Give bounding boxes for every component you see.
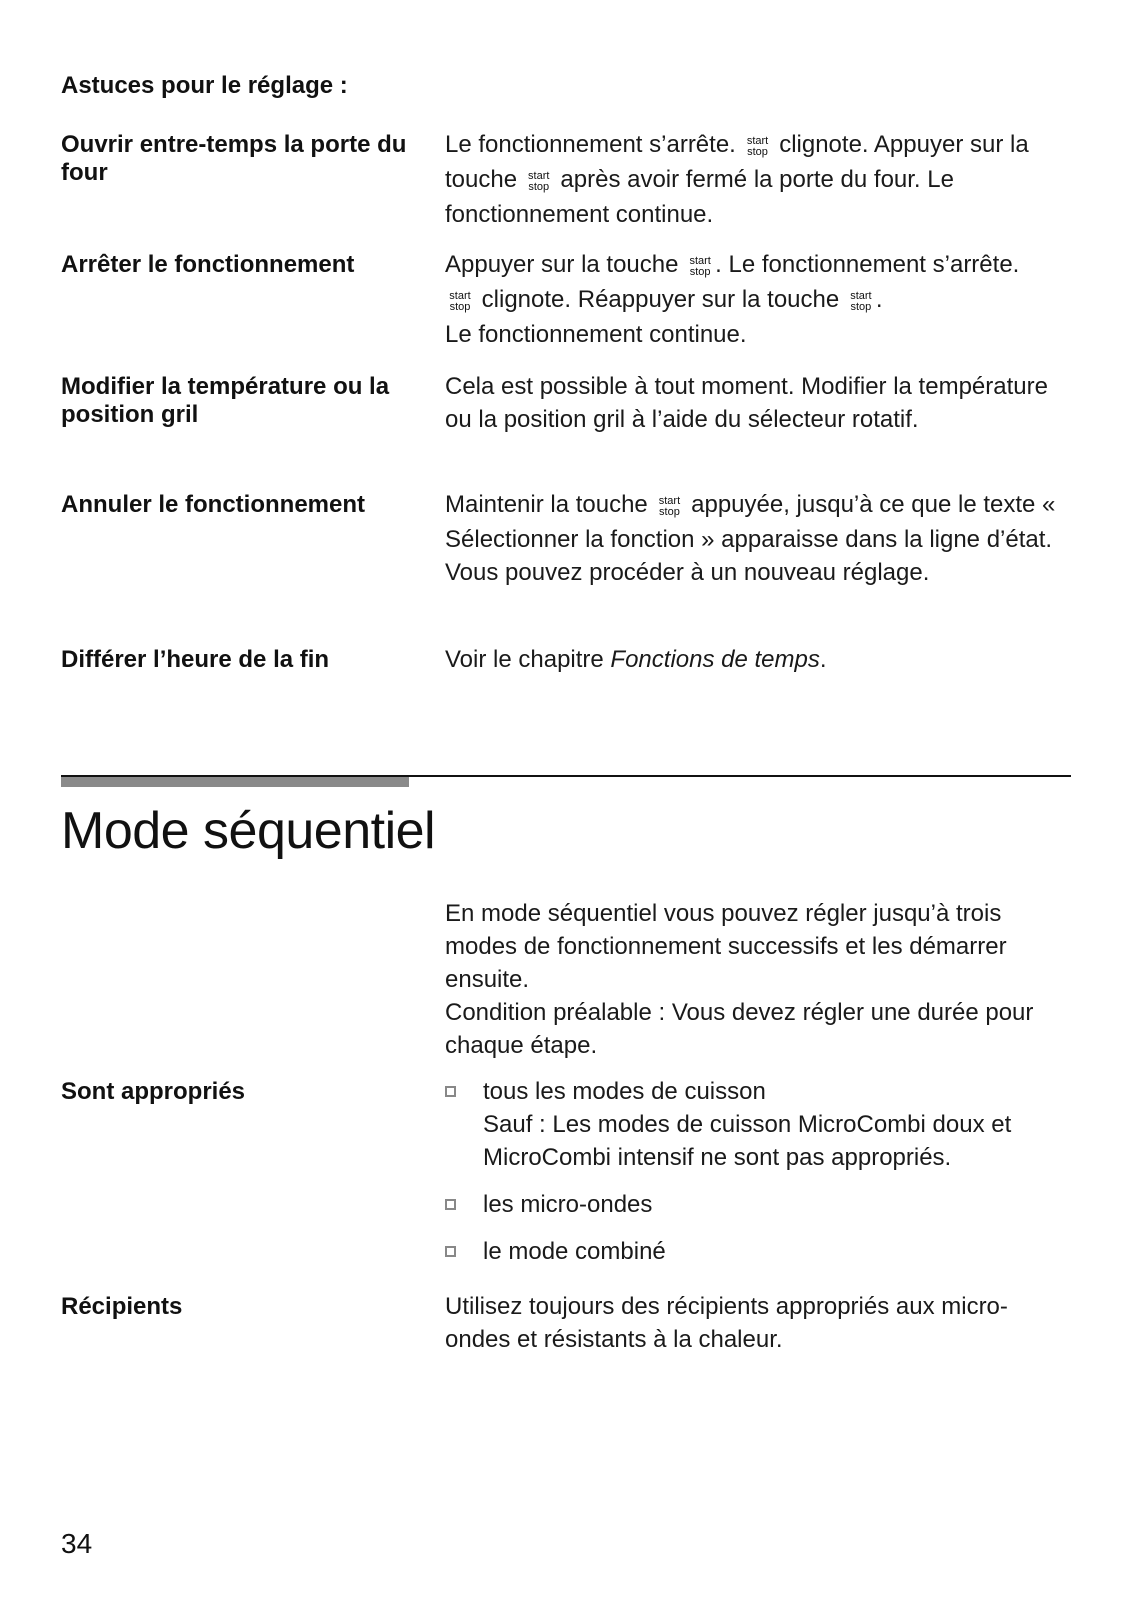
suitable-list <box>445 1075 1071 1268</box>
tip-row-delay <box>61 643 1071 676</box>
text-fragment: . <box>819 646 827 673</box>
tip-text <box>445 488 1071 589</box>
list-item <box>445 1235 1071 1268</box>
text-fragment: Le fonctionnement continue. <box>445 321 747 348</box>
empty-label <box>61 897 445 1062</box>
intro-paragraph: Condition préalable : Vous devez régler une durée pour chaque étape. <box>445 999 1034 1059</box>
text-fragment: Voir le chapitre <box>445 646 611 673</box>
list-item-text: les micro-ondes <box>483 1191 653 1218</box>
text-fragment: Le fonctionnement s’arrête. <box>445 131 736 158</box>
text-fragment: clignote. Appuyer sur la touche <box>445 131 1029 193</box>
tip-row-open-door <box>61 128 1071 231</box>
containers-row <box>61 1290 1071 1356</box>
start-stop-icon: start stop <box>746 135 769 158</box>
divider-bar <box>61 777 409 787</box>
list-item-text: tous les modes de cuisson <box>483 1078 766 1105</box>
text-fragment: Maintenir la touche <box>445 491 648 518</box>
tip-text <box>445 643 1071 676</box>
text-fragment: . <box>875 286 883 313</box>
start-stop-icon: start stop <box>449 290 471 313</box>
text-fragment: Appuyer sur la touche <box>445 251 679 278</box>
tip-row-modify <box>61 370 1071 436</box>
text-fragment: . Le fonctionnement s’arrête. <box>715 251 1020 278</box>
tips-heading: Astuces pour le réglage : <box>61 72 348 99</box>
tip-label: Arrêter le fonctionnement <box>61 251 355 278</box>
tip-label: Différer l’heure de la fin <box>61 646 330 673</box>
start-stop-icon: start stop <box>658 495 681 518</box>
list-item-text: le mode combiné <box>483 1238 666 1265</box>
text-fragment: appuyée, jusqu’à ce que le texte « Sélectionner la fonction » apparaisse dans la ligne d’état. Vous pouvez procéder à un nouveau réglage. <box>445 491 1056 586</box>
section-divider <box>61 775 1071 787</box>
intro-paragraph: En mode séquentiel vous pouvez régler jusqu’à trois modes de fonctionnement successifs et les démarrer ensuite. <box>445 900 1007 993</box>
suitable-row <box>61 1075 1071 1268</box>
bullet-square-icon <box>445 1188 483 1221</box>
tip-row-stop <box>61 248 1071 351</box>
bullet-square-icon <box>445 1235 483 1268</box>
bullet-square-icon <box>445 1075 483 1174</box>
text-fragment: après avoir fermé la porte du four. Le fonctionnement continue. <box>445 166 954 228</box>
section-title: Mode séquentiel <box>61 802 436 860</box>
list-item-note: Sauf : Les modes de cuisson MicroCombi doux et MicroCombi intensif ne sont pas appropriés. <box>483 1111 1012 1171</box>
tip-row-cancel <box>61 488 1071 589</box>
list-item <box>445 1075 1071 1174</box>
tip-text <box>445 248 1071 351</box>
start-stop-icon: start stop <box>850 290 872 313</box>
list-item <box>445 1188 1071 1221</box>
chapter-reference: Fonctions de temps <box>610 646 820 673</box>
tip-label: Modifier la température ou la position gril <box>61 373 390 428</box>
containers-text: Utilisez toujours des récipients appropriés aux micro-ondes et résistants à la chaleur. <box>445 1293 1008 1353</box>
section-intro-row <box>61 897 1071 1062</box>
page-number: 34 <box>61 1528 93 1559</box>
tip-label: Ouvrir entre-temps la porte du four <box>61 131 407 186</box>
start-stop-icon: start stop <box>528 170 550 193</box>
suitable-label: Sont appropriés <box>61 1078 246 1105</box>
tip-text <box>445 128 1071 231</box>
tip-text: Cela est possible à tout moment. Modifier la température ou la position gril à l’aide du sélecteur rotatif. <box>445 373 1048 433</box>
containers-label: Récipients <box>61 1293 183 1320</box>
section-intro <box>445 897 1071 1062</box>
tip-label: Annuler le fonctionnement <box>61 491 366 518</box>
text-fragment: clignote. Réappuyer sur la touche <box>481 286 840 313</box>
start-stop-icon: start stop <box>689 255 711 278</box>
